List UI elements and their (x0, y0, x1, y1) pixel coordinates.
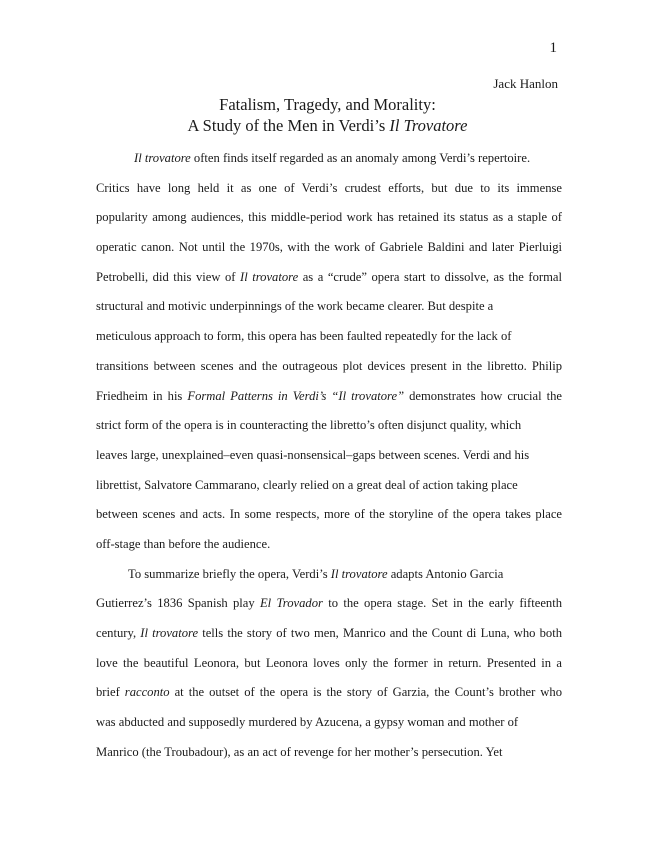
paragraph-1-line: popularity among audiences, this middle-period work has retained its status as a staple of (96, 210, 562, 225)
text-span: brief (96, 685, 125, 700)
text-span: Gutierrez’s 1836 Spanish play (96, 596, 260, 611)
author-name: Jack Hanlon (493, 76, 558, 91)
text-span: as a “crude” opera start to dissolve, as the formal (298, 269, 562, 284)
text-span: Friedheim in his (96, 388, 188, 403)
title-line-2 (0, 115, 655, 136)
paragraph-1-line: strict form of the opera is in counteracting the libretto’s often disjunct quality, which (96, 418, 522, 433)
paragraph-2-line (96, 623, 562, 653)
paragraph-1-line: meticulous approach to form, this opera has been faulted repeatedly for the lack of (96, 329, 512, 344)
page-number: 1 (549, 40, 557, 56)
italic-title: Il trovatore (330, 566, 388, 581)
paragraph-1-line: off-stage than before the audience. (96, 536, 271, 551)
title-line-2-italic: Il Trovatore (389, 116, 468, 135)
text-span: to the opera stage. Set in the early fifteenth (322, 596, 563, 611)
text-span: demonstrates how crucial the (404, 388, 563, 403)
paragraph-1-line: leaves large, unexplained–even quasi-nonsensical–gaps between scenes. Verdi and his (96, 447, 530, 462)
paragraph-1-line: transitions between scenes and the outrageous plot devices present in the libretto. Philip (96, 358, 562, 373)
text-span: tells the story of two men, Manrico and the Count di Luna, who both (198, 626, 562, 640)
paragraph-2-line: love the beautiful Leonora, but Leonora loves only the former in return. Presented in a (96, 655, 562, 670)
paragraph-1-line: operatic canon. Not until the 1970s, with the work of Gabriele Baldini and later Pierluigi (96, 240, 562, 255)
italic-title: Il trovatore (240, 269, 299, 284)
paragraph-1-line: Critics have long held it as one of Verdi’s crudest efforts, but due to its immense (96, 180, 562, 195)
paragraph-2-line (96, 593, 562, 623)
paragraph-2-line (96, 682, 562, 712)
italic-title: Formal Patterns in Verdi’s “Il trovatore” (187, 388, 405, 403)
text-span: Petrobelli, did this view of (96, 269, 241, 284)
paragraph-1-line: librettist, Salvatore Cammarano, clearly relied on a great deal of action taking place (96, 477, 518, 492)
paragraph-2-line: Manrico (the Troubadour), as an act of revenge for her mother’s persecution. Yet (96, 744, 503, 759)
title-line-1: Fatalism, Tragedy, and Morality: (219, 95, 436, 114)
italic-term: racconto (124, 685, 170, 700)
text-span: century, (96, 626, 141, 640)
text-span: adapts Antonio Garcia (387, 566, 504, 581)
paragraph-1-line (96, 386, 562, 416)
italic-title: El Trovador (259, 596, 323, 611)
title-line-2-text: A Study of the Men in Verdi’s (187, 116, 390, 135)
italic-title: Il trovatore (140, 626, 199, 640)
paragraph-1-line (96, 148, 562, 178)
text-span: often finds itself regarded as an anomaly among Verdi’s repertoire. (190, 151, 531, 165)
text-span: at the outset of the opera is the story of Garzia, the Count’s brother who (169, 685, 562, 700)
paragraph-2-line (96, 564, 562, 594)
paragraph-1-line: structural and motivic underpinnings of the work became clearer. But despite a (96, 299, 494, 314)
document-title (0, 94, 655, 136)
paragraph-2-line: was abducted and supposedly murdered by Azucena, a gypsy woman and mother of (96, 715, 519, 730)
body-text (96, 148, 562, 771)
text-span: To summarize briefly the opera, Verdi’s (128, 566, 331, 581)
paragraph-1-line: between scenes and acts. In some respects, more of the storyline of the opera takes place (96, 507, 562, 522)
italic-title: Il trovatore (134, 151, 191, 165)
paragraph-1-line (96, 267, 562, 297)
